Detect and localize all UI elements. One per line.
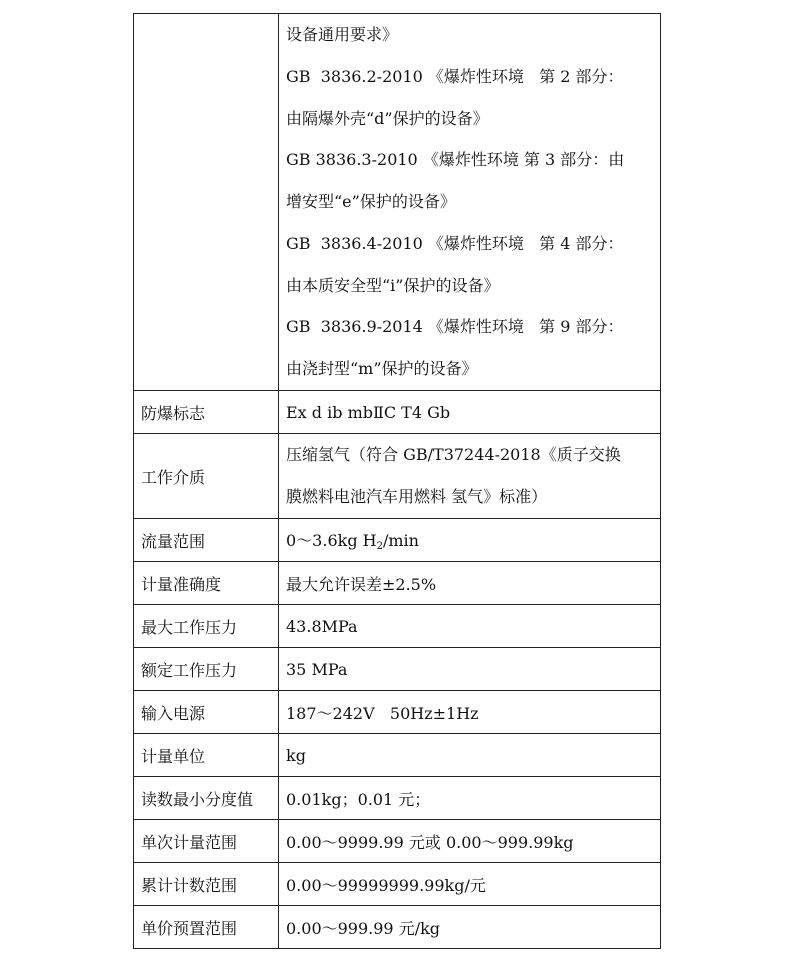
- rated-pressure-value: 35 MPa: [279, 648, 661, 691]
- power-value: 187～242V 50Hz±1Hz: [279, 691, 661, 734]
- explosion-mark-label: 防爆标志: [134, 391, 279, 434]
- min-division-value: 0.01kg；0.01 元；: [279, 777, 661, 820]
- accuracy-label: 计量准确度: [134, 562, 279, 605]
- flow-range-post: /min: [382, 531, 419, 550]
- single-range-value: 0.00～9999.99 元或 0.00～999.99kg: [279, 820, 661, 863]
- table-row: [134, 14, 661, 391]
- table-row: [134, 562, 661, 605]
- accuracy-value: 最大允许误差±2.5%: [279, 562, 661, 605]
- explosion-mark-value: Ex d ib mbⅡC T4 Gb: [279, 391, 661, 434]
- max-pressure-value: 43.8MPa: [279, 605, 661, 648]
- table-row: [134, 648, 661, 691]
- unit-value: kg: [279, 734, 661, 777]
- standards-line: GB 3836.2-2010 《爆炸性环境 第 2 部分：: [286, 67, 624, 87]
- table-row: [134, 820, 661, 863]
- table-row: [134, 863, 661, 906]
- medium-value-line2: 膜燃料电池汽车用燃料 氢气》标准）: [286, 487, 548, 506]
- unit-price-range-label: 单价预置范围: [134, 906, 279, 949]
- single-range-label: 单次计量范围: [134, 820, 279, 863]
- flow-range-label: 流量范围: [134, 519, 279, 562]
- medium-label: 工作介质: [134, 434, 279, 519]
- standards-list-cell: [279, 14, 661, 391]
- standards-line: 由浇封型“m”保护的设备》: [286, 358, 478, 378]
- cumulative-range-value: 0.00～99999999.99kg/元: [279, 863, 661, 906]
- standards-line: 由本质安全型“i”保护的设备》: [286, 275, 500, 295]
- unit-label: 计量单位: [134, 734, 279, 777]
- table-row: [134, 734, 661, 777]
- max-pressure-label: 最大工作压力: [134, 605, 279, 648]
- min-division-label: 读数最小分度值: [134, 777, 279, 820]
- unit-price-range-value: 0.00～999.99 元/kg: [279, 906, 661, 949]
- power-label: 输入电源: [134, 691, 279, 734]
- medium-value-line1: 压缩氢气（符合 GB/T37244-2018《质子交换: [286, 445, 621, 465]
- table-row: [134, 605, 661, 648]
- flow-range-subscript: 2: [376, 541, 383, 552]
- standards-line: 由隔爆外壳“d”保护的设备》: [286, 108, 489, 128]
- cumulative-range-label: 累计计数范围: [134, 863, 279, 906]
- flow-range-pre: 0～3.6kg H: [286, 531, 377, 550]
- standards-line: GB 3836.9-2014 《爆炸性环境 第 9 部分：: [286, 317, 624, 337]
- standards-line: 增安型“e”保护的设备》: [286, 192, 456, 212]
- flow-range-value: [279, 519, 661, 562]
- table-row: [134, 906, 661, 949]
- table-row: [134, 691, 661, 734]
- medium-value-cell: [279, 434, 661, 519]
- table-row: [134, 519, 661, 562]
- standards-line: GB 3836.4-2010 《爆炸性环境 第 4 部分：: [286, 233, 624, 253]
- rated-pressure-label: 额定工作压力: [134, 648, 279, 691]
- table-row: [134, 777, 661, 820]
- standards-line: GB 3836.3-2010 《爆炸性环境 第 3 部分：由: [286, 150, 625, 170]
- spec-table: [133, 13, 661, 949]
- table-row: [134, 434, 661, 519]
- standards-line: 设备通用要求》: [286, 25, 399, 45]
- table-row: [134, 391, 661, 434]
- empty-label-cell: [134, 14, 279, 391]
